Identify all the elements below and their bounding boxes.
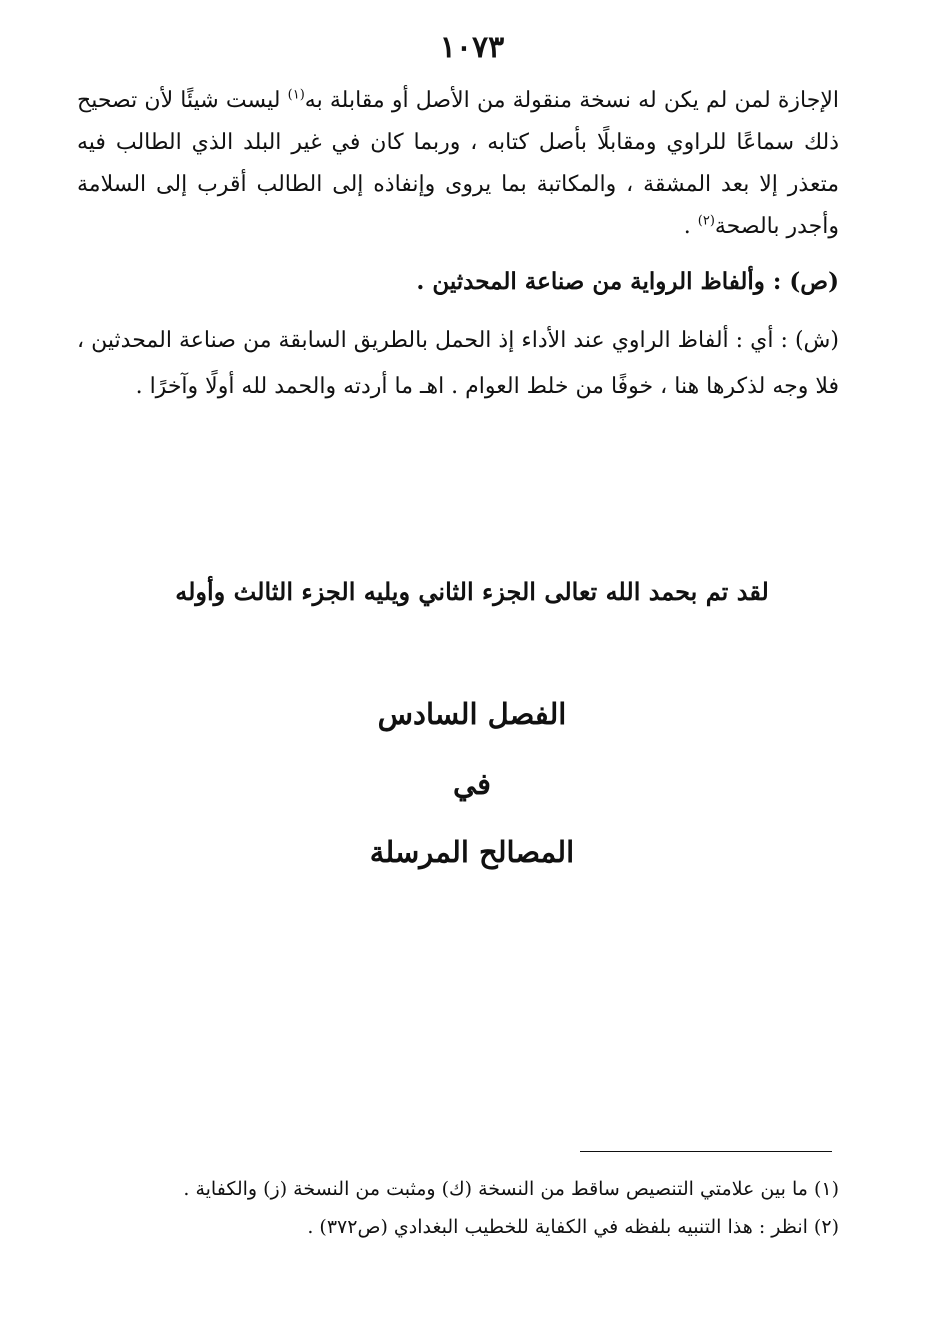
paragraph-text-continued: ليست شيئًا لأن تصحيح ذلك سماعًا للراوي ومقابلًا بأصل كتابه ، وربما كان في غير البلد الذي الطالب فيه متعذر إلا بعد المشقة ، والمكاتبة بما يروى وإنفاذه إلى الطالب أقرب إلى السلامة وأجدر بالصحة	[77, 88, 839, 239]
paragraph-ijaza	[77, 80, 839, 248]
footnotes	[77, 1170, 839, 1246]
paragraph-text: الإجازة لمن لم يكن له نسخة منقولة من الأصل أو مقابلة به	[304, 88, 840, 113]
footnote-1: (١) ما بين علامتي التنصيص ساقط من النسخة (ك) ومثبت من النسخة (ز) والكفاية .	[183, 1178, 839, 1200]
footnote-ref-2: (٢)	[697, 213, 715, 229]
sharh-commentary: (ش) : أي : ألفاظ الراوي عند الأداء إذ الحمل بالطريق السابقة من صناعة المحدثين ، فلا وجه لذكرها هنا ، خوفًا من خلط العوام . اهـ ما أردته والحمد لله أولًا وآخرًا .	[77, 328, 839, 399]
footnote-separator	[580, 1151, 832, 1152]
matn-statement: (ص) : وألفاظ الرواية من صناعة المحدثين .	[416, 268, 839, 295]
page-number: ١٠٧٣	[439, 30, 505, 65]
volume-closing-line: لقد تم بحمد الله تعالى الجزء الثاني ويليه الجزء الثالث وأوله	[175, 577, 769, 606]
chapter-title-line-1: الفصل السادس	[377, 697, 567, 731]
chapter-title-line-3: المصالح المرسلة	[369, 835, 575, 869]
footnote-2: (٢) انظر : هذا التنبيه بلفظه في الكفاية للخطيب البغدادي (ص٣٧٢) .	[307, 1216, 839, 1238]
footnote-ref-1: (١)	[287, 87, 305, 103]
chapter-title-line-2: في	[452, 767, 492, 801]
paragraph-end: .	[683, 214, 698, 239]
